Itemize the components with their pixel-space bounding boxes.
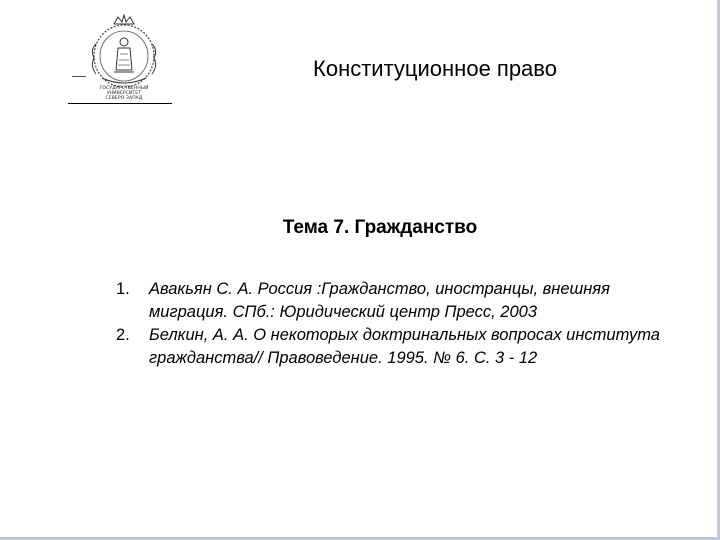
header-underline <box>68 103 172 104</box>
page-title: Конституционное право <box>313 56 557 81</box>
emblem-divider-left <box>72 76 86 77</box>
emblem-caption-line: УНИВЕРСИТЕТ <box>106 91 142 96</box>
topic-heading: Тема 7. Гражданство <box>282 217 478 238</box>
list-item-text: Белкин, А. А. О некоторых доктринальных вопросах института гражданства// Правоведение. 1995. № 6. С. 3 - 12 <box>149 326 660 367</box>
list-item-text: Авакьян С. А. Россия :Гражданство, иностранцы, внешняя миграция. СПб.: Юридический центр Пресс, 2003 <box>149 280 610 321</box>
list-item <box>112 278 672 324</box>
reference-list <box>112 278 672 370</box>
list-item-number: 2. <box>116 326 130 344</box>
emblem-caption-line: СЕВЕРО-ЗАПАД <box>105 96 143 101</box>
emblem-caption-line: ГОСУДАРСТВЕННЫЙ <box>99 86 149 91</box>
list-item-number: 1. <box>116 280 130 298</box>
list-item <box>112 324 672 370</box>
emblem-caption <box>88 86 160 101</box>
